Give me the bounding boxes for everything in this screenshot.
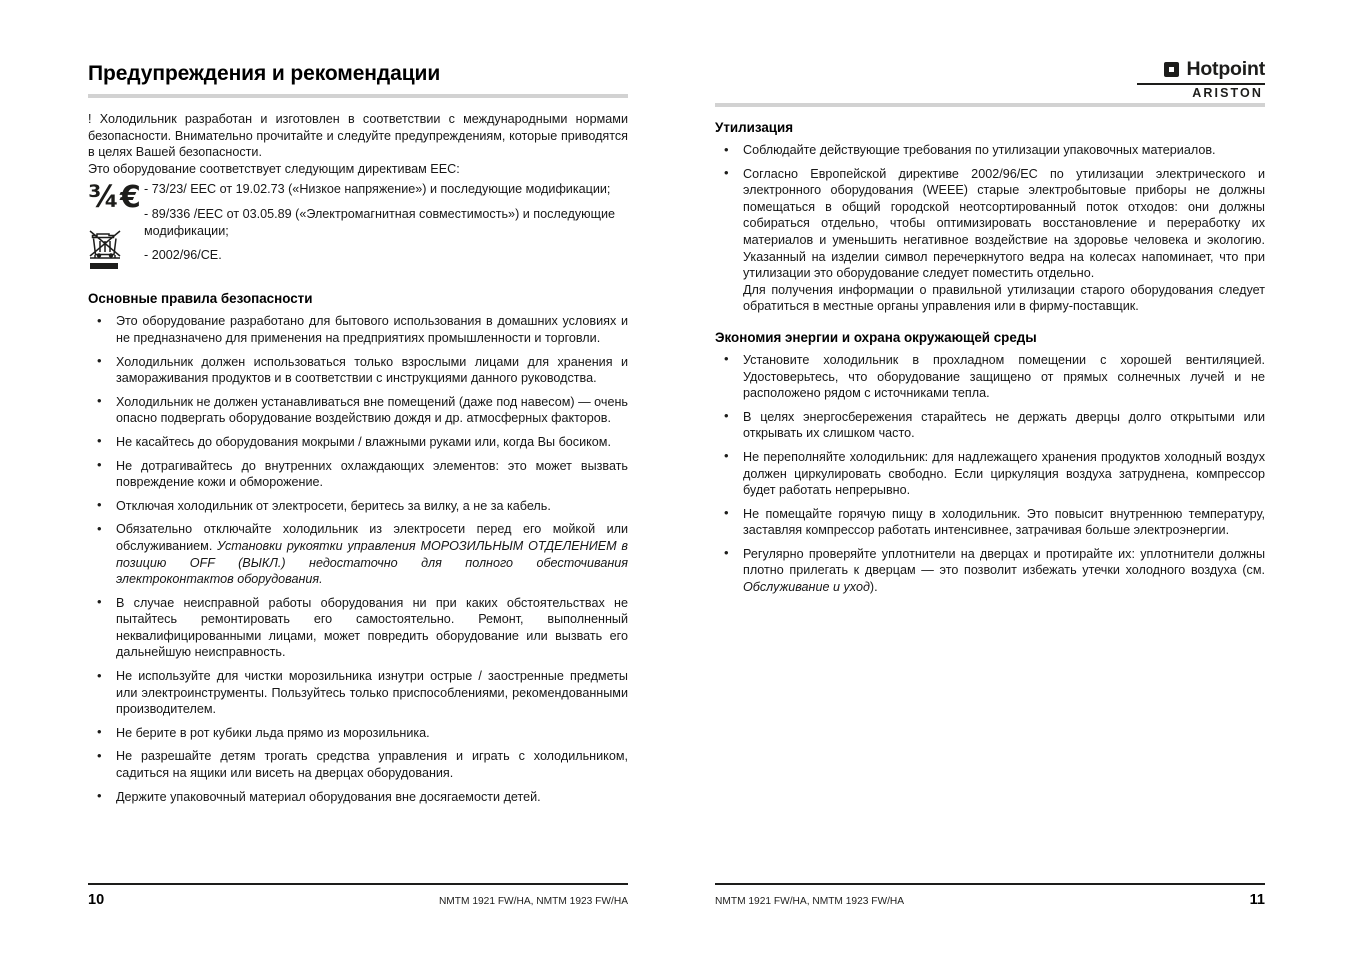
list-item-text-continued: Для получения информации о правильной утилизации старого оборудования следует обратиться в местные органы управления или в фирму-поставщик. [743,282,1265,314]
list-item-text: Согласно Европейской директиве 2002/96/ЕС по утилизации электрического и электронного оборудования (WEEE) старые электробытовые приборы не должны помещаться в общий городской неотсортированный поток отходов: они должны собираться отдельно, чтобы оптимизировать восстановление и переработку их материалов и уменьшить негативное воздействие на здоровье человека и экологию. Указанный на изделии символ перечеркнутого ведра на колесах напоминает, что при утилизации это оборудование следует поместить отдельно. [743,166,1265,281]
list-item [88,498,628,515]
list-item-text: Не переполняйте холодильник: для надлежащего хранения продуктов холодный воздух должен циркулировать свободно. Если циркуляция воздуха затруднена, компрессор будет работать непрерывно. [743,449,1265,498]
page-footer-right [675,883,1350,909]
list-item-text: Не разрешайте детям трогать средства управления и играть с холодильником, садиться на ящики или висеть на дверцах оборудования. [116,749,628,781]
list-item [88,394,628,427]
list-item [88,354,628,387]
list-item-text: Не используйте для чистки морозильника изнутри острые / заостренные предметы или электроинструменты. Пользуйтесь только приспособлениями, рекомендованными производителем. [116,669,628,717]
disposal-section-title: Утилизация [715,120,794,135]
list-item [88,458,628,491]
energy-saving-list [715,352,1265,596]
list-item-text: Обязательно отключайте холодильник из электросети перед его мойкой или обслуживанием. [116,522,628,553]
list-item-text: Соблюдайте действующие требования по утилизации упаковочных материалов. [743,143,1216,157]
list-item-text: В целях энергосбережения старайтесь не держать дверцы долго открытыми или открывать их слишком часто. [743,409,1265,441]
page-number: 11 [1249,892,1265,908]
list-item-text: Держите упаковочный материал оборудования вне досягаемости детей. [116,789,541,804]
list-item [88,748,628,781]
list-item [715,409,1265,442]
list-item [715,352,1265,402]
directive-item: - 73/23/ ЕЕС от 19.02.73 («Низкое напряжение») и последующие модификации; [144,182,611,197]
list-item [715,142,1265,159]
model-numbers: NMTM 1921 FW/HA, NMTM 1923 FW/HA [715,896,905,907]
brand-subname: ARISTON [1192,85,1263,100]
list-item [715,506,1265,539]
ce-mark-icon: ¾€ [88,180,142,216]
directives-list [144,181,628,276]
list-item [88,789,628,806]
brand-name: Hotpoint [1186,58,1265,80]
column-top-divider [715,103,1265,107]
page-footer-left [0,883,675,909]
list-item [715,546,1265,596]
list-item-text: Не помещайте горячую пищу в холодильник. Это повысит внутреннюю температуру, заставляя компрессор работать интенсивнее, затрачивая больше электроэнергии. [743,506,1265,538]
list-item [88,434,628,451]
footer-divider [715,883,1265,886]
crossed-out-wheeled-bin-icon [88,225,124,271]
list-item [88,668,628,718]
list-item-text: В случае неисправной работы оборудования ни при каких обстоятельствах не пытайтесь ремонтировать его самостоятельно. Ремонт, выполненный неквалифицированными лицами, может повредить оборудование или вызвать его дальнейшую неисправность. [116,595,628,660]
list-item-text-tail: ). [869,580,878,595]
intro-paragraph: ! Холодильник разработан и изготовлен в соответствии с международными нормами безопасности. Внимательно прочитайте и следуйте предупреждениям, которые приводятся в целях Вашей безопасности. [88,112,628,160]
directives-block [88,181,628,276]
list-item-text: Холодильник не должен устанавливаться вне помещений (даже под навесом) — очень опасно подвергать оборудование воздействию дождя и др. атмосферных факторов. [116,394,628,426]
title-divider [88,94,628,98]
model-numbers: NMTM 1921 FW/HA, NMTM 1923 FW/HA [438,896,628,907]
list-item [88,521,628,587]
list-item [88,595,628,661]
list-item-emphasis: Обслуживание и уход [743,580,870,595]
list-item-text: Не берите в рот кубики льда прямо из морозильника. [116,725,430,740]
safety-rules-list [88,313,628,805]
list-item-text: Холодильник должен использоваться только взрослыми лицами для хранения и замораживания продуктов и в соответствии с инструкциями данного руководства. [116,354,628,386]
brand-divider [1137,83,1265,85]
list-item-emphasis: Установки рукоятки управления МОРОЗИЛЬНЫМ ОТДЕЛЕНИЕМ в позицию OFF (ВЫКЛ.) недостаточно для полного обесточивания электроконтактов оборудования. [116,538,629,587]
list-item [715,449,1265,499]
page-number: 10 [88,892,105,908]
conformity-marks [88,181,144,276]
energy-section-title: Экономия энергии и охрана окружающей среды [715,329,1037,345]
directive-item: - 89/336 /ЕЕС от 03.05.89 («Электромагнитная совместимость») и последующие модификации; [144,206,615,238]
safety-section-title: Основные правила безопасности [88,291,313,307]
brand-logo [1137,60,1265,100]
page-right [675,0,1350,954]
list-item-text: Отключая холодильник от электросети, беритесь за вилку, а не за кабель. [116,498,551,513]
list-item [715,166,1265,315]
footer-divider [88,883,628,886]
list-item [88,313,628,346]
list-item-text: Регулярно проверяйте уплотнители на дверцах и протирайте их: уплотнители должны плотно прилегать к дверцам — это позволит избежать утечки холодного воздуха (см. [743,546,1265,578]
disposal-list [715,142,1265,315]
list-item-text: Установите холодильник в прохладном помещении с хорошей вентиляцией. Удостоверьтесь, что оборудование защищено от прямых солнечных лучей и не расположено рядом с источниками тепла. [743,352,1265,401]
page-title: Предупреждения и рекомендации [88,62,441,85]
list-item-text: Это оборудование разработано для бытового использования в домашних условиях и не предназначено для применения на предприятиях промышленности и торговли. [116,314,628,345]
hotpoint-square-icon [1164,62,1179,77]
intro-paragraph-2: Это оборудование соответствует следующим директивам ЕЕС: [88,161,460,176]
list-item [88,725,628,742]
directive-item: - 2002/96/СЕ. [144,248,222,263]
list-item-text: Не касайтесь до оборудования мокрыми / влажными руками или, когда Вы босиком. [116,434,611,449]
list-item-text: Не дотрагивайтесь до внутренних охлаждающих элементов: это может вызвать повреждение кожи и обморожение. [116,458,628,490]
